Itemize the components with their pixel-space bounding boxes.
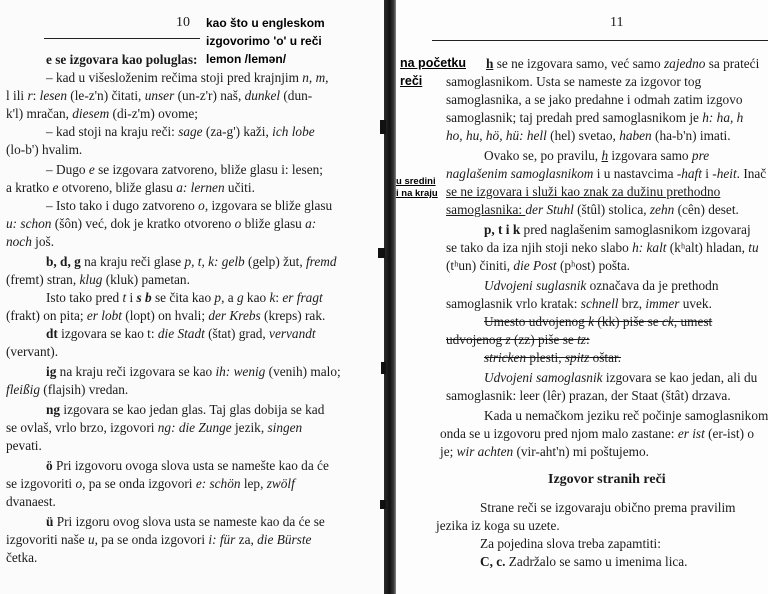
text-span: o — [75, 476, 83, 491]
text-line — [6, 180, 255, 196]
text-line — [6, 382, 128, 398]
text-span: (pʰost) pošta. — [556, 258, 630, 273]
text-span: p — [214, 290, 222, 305]
text-span: se ne izgovara samo, već samo — [493, 56, 664, 71]
text-line — [6, 344, 58, 360]
handwritten-annotation-line: u sredini — [396, 176, 436, 187]
text-span: (za-g') kaži, — [202, 124, 273, 139]
text-line — [46, 458, 329, 474]
text-span: l ili — [6, 88, 28, 103]
text-span: der Krebs — [208, 308, 261, 323]
text-line — [46, 254, 337, 270]
text-line — [446, 166, 766, 182]
text-span: (cên) deset. — [674, 202, 739, 217]
text-span: jezik, — [231, 420, 268, 435]
text-span: noch — [6, 234, 32, 249]
text-span: tz — [577, 332, 586, 347]
text-span: e — [52, 180, 59, 195]
text-span: samoglasnik: leer (lêr) prazan, der Staat (štât) drzava. — [446, 388, 731, 403]
text-line — [6, 272, 190, 288]
text-span: e se izgovara kao poluglas: — [46, 52, 198, 67]
text-span: ng: die Zunge — [157, 420, 232, 435]
section-heading — [548, 472, 666, 488]
text-span: (štûl) stolica, — [573, 202, 650, 217]
text-span: die Stadt — [157, 326, 205, 341]
text-span: naglašenim samoglasnikom — [446, 166, 594, 181]
text-span: vervandt — [269, 326, 316, 341]
text-span: u — [87, 532, 95, 547]
text-span: o — [198, 198, 205, 213]
text-span: der Stuhl — [525, 202, 574, 217]
text-line — [46, 364, 341, 380]
text-line — [486, 56, 759, 72]
text-span: haben — [619, 128, 652, 143]
text-span: t — [122, 290, 127, 305]
text-span: Udvojeni suglasnik — [484, 278, 587, 293]
text-line — [484, 278, 718, 294]
text-span: učiti. — [224, 180, 255, 195]
text-span: ng — [46, 402, 61, 417]
text-span: (zz) piše se — [510, 332, 578, 347]
text-span: die Bürste — [257, 532, 312, 547]
text-span: uvek. — [679, 296, 712, 311]
text-span: : — [32, 88, 40, 103]
text-line — [484, 222, 751, 238]
text-span: (ha-b'n) imati. — [651, 128, 731, 143]
text-span: dunkel — [244, 88, 281, 103]
text-line — [6, 88, 312, 104]
text-span: , a — [221, 290, 237, 305]
text-span: (un-z'r) naš, — [174, 88, 245, 103]
text-span: schnell — [580, 296, 619, 311]
text-span: samoglasnik vrlo kratak: — [446, 296, 581, 311]
text-span: er lobt — [86, 308, 122, 323]
text-line — [446, 258, 630, 274]
text-span: ö — [46, 458, 53, 473]
text-span: h: kalt — [632, 240, 667, 255]
handwritten-annotation-line: i na kraju — [396, 188, 438, 199]
text-span: još. — [31, 234, 55, 249]
text-span: ck — [662, 314, 674, 329]
text-span: (gelp) žut, — [244, 254, 306, 269]
text-line — [46, 326, 316, 342]
text-span: : — [585, 332, 590, 347]
text-span: k — [269, 290, 276, 305]
text-line — [6, 234, 54, 250]
text-span: izgovara se kao jedan, ali du — [602, 370, 758, 385]
text-span: (lo-b') hvalim. — [6, 142, 83, 157]
text-span: samoglasnika, a se jako predahne i odmah zatim izgovo — [446, 92, 743, 107]
text-span: sa prateći — [705, 56, 760, 71]
text-span: Umesto udvojenog — [484, 314, 589, 329]
text-line — [484, 148, 709, 164]
text-line — [6, 142, 82, 158]
text-span: singen — [267, 420, 303, 435]
text-line — [46, 124, 315, 140]
text-line — [6, 216, 316, 232]
text-span: samoglasnik; taj predah pred samoglasnikom je — [446, 110, 703, 125]
text-line — [6, 308, 325, 324]
text-span: (kʰalt) hladan, — [666, 240, 749, 255]
header-rule — [44, 38, 200, 39]
text-span: sage — [178, 124, 203, 139]
text-line — [484, 370, 757, 386]
text-span: se ne izgovara i služi kao znak za dužinu prethodno — [446, 184, 721, 199]
text-span: označava da je prethodn — [586, 278, 719, 293]
text-span: onda se u izgovoru pred njom malo zastane: — [440, 426, 678, 441]
text-span: se izgovara zatvoreno, bliže glasu i: lesen; — [94, 162, 323, 177]
text-span: Kada u nemačkom jeziku reč počinje samoglasnikom — [484, 408, 768, 423]
handwritten-annotation-line: na početku — [400, 56, 466, 70]
text-line — [446, 296, 712, 312]
text-span: a kratko — [6, 180, 53, 195]
text-span: za, — [235, 532, 258, 547]
text-span: Izgovor stranih reči — [548, 472, 666, 487]
text-line — [484, 408, 768, 424]
text-span: die Post — [513, 258, 557, 273]
text-line — [46, 290, 323, 306]
text-span: (tʰun) činiti, — [446, 258, 514, 273]
text-line — [480, 500, 736, 516]
text-line — [46, 70, 329, 86]
text-span: (kluk) pametan. — [102, 272, 190, 287]
handwritten-annotation-line: izgovorimo 'o' u reči — [206, 34, 322, 48]
text-line — [446, 202, 739, 218]
gutter-speck — [381, 362, 386, 374]
text-span: , umest — [673, 314, 713, 329]
page-number: 10 — [176, 15, 190, 30]
text-span: i: für — [208, 532, 236, 547]
text-span: samoglasnikom. Usta se nameste za izgovor tog — [446, 74, 702, 89]
text-span: spitz — [564, 350, 590, 365]
text-span: ich lobe — [272, 124, 315, 139]
text-span: -haft — [676, 166, 702, 181]
text-span: : — [275, 290, 283, 305]
text-span: ih: wenig — [215, 364, 266, 379]
text-span: se ovlaš, vrlo brzo, izgovori — [6, 420, 158, 435]
text-span: unser — [144, 88, 175, 103]
text-span: . Inač — [736, 166, 767, 181]
text-line — [480, 554, 688, 570]
text-span: , pa se onda izgovori — [94, 532, 209, 547]
text-span: Pri izgoru ovog slova usta se nameste kao da će se — [53, 514, 325, 529]
text-span: – kad stoji na kraju reči: — [46, 124, 179, 139]
text-span: lep, — [240, 476, 267, 491]
text-span: ig — [46, 364, 57, 379]
text-span: (vir-aht'n) mi poštujemo. — [513, 444, 649, 459]
text-span: fremd — [305, 254, 337, 269]
text-line — [46, 402, 324, 418]
text-span: je; — [440, 444, 457, 459]
text-line — [6, 106, 198, 122]
text-line — [6, 438, 42, 454]
text-span: (venih) malo; — [265, 364, 341, 379]
text-span: (štat) grad, — [204, 326, 270, 341]
text-span: (kk) piše se — [594, 314, 663, 329]
text-span: na kraju reči izgovara se kao — [56, 364, 216, 379]
text-line — [46, 514, 325, 530]
text-span: pevati. — [6, 438, 42, 453]
text-span: (dun- — [280, 88, 313, 103]
text-span: h — [486, 56, 494, 71]
text-span: (hel) svetao, — [546, 128, 620, 143]
text-line — [484, 314, 712, 330]
gutter-speck — [380, 120, 386, 134]
text-span: klug — [79, 272, 103, 287]
text-line — [446, 128, 731, 144]
text-span: izgovoriti naše — [6, 532, 88, 547]
text-span: izgovara samo — [608, 148, 692, 163]
text-span: na kraju reči glase — [80, 254, 185, 269]
text-span: (le-z'n) čitati, — [66, 88, 145, 103]
text-span: zwölf — [266, 476, 295, 491]
text-span: r — [27, 88, 33, 103]
text-span: Za pojedina slova treba zapamtiti: — [480, 536, 661, 551]
right-page — [396, 0, 768, 594]
text-span: u: schon — [6, 216, 52, 231]
text-line — [6, 420, 302, 436]
text-span: e — [88, 162, 95, 177]
text-span: g — [236, 290, 244, 305]
text-line — [6, 532, 311, 548]
text-span: ü — [46, 514, 54, 529]
text-span: kao — [243, 290, 270, 305]
text-span: pred naglašenim samoglasnikom izgovaraj — [520, 222, 751, 237]
text-span: dvanaest. — [6, 494, 56, 509]
text-span: o — [234, 216, 242, 231]
text-line — [6, 494, 56, 510]
gutter-speck — [378, 248, 385, 258]
text-line — [436, 518, 560, 534]
text-span: i — [126, 290, 137, 305]
text-line — [446, 92, 743, 108]
text-span: er fragt — [282, 290, 323, 305]
text-line — [446, 332, 590, 348]
text-span: oštar. — [589, 350, 622, 365]
text-span: Zadržalo se samo u imenima lica. — [505, 554, 688, 569]
text-span: (šôn) već, dok je kratko otvoreno — [51, 216, 235, 231]
text-span: diesem — [72, 106, 110, 121]
text-span: (fremt) stran, — [6, 272, 80, 287]
text-span: immer — [645, 296, 680, 311]
text-span: ho, hu, hö, hü: hell — [446, 128, 547, 143]
text-line — [46, 52, 197, 68]
text-line — [446, 184, 720, 200]
text-span: z — [505, 332, 511, 347]
text-span: h — [601, 148, 609, 163]
text-span: (di-z'm) ovome; — [109, 106, 199, 121]
header-rule — [432, 40, 768, 41]
text-span: C, c. — [480, 554, 506, 569]
text-line — [46, 198, 332, 214]
text-span: Strane reči se izgovaraju obično prema pravilim — [480, 500, 736, 515]
text-span: (kreps) rak. — [260, 308, 326, 323]
text-span: zajedno — [664, 56, 706, 71]
text-span: (lopt) on hvali; — [121, 308, 209, 323]
text-span: zehn — [649, 202, 675, 217]
text-span: brz, — [618, 296, 646, 311]
text-span: Udvojeni samoglasnik — [484, 370, 603, 385]
text-line — [6, 476, 295, 492]
text-span: fleißig — [6, 382, 40, 397]
handwritten-annotation-line: reči — [400, 74, 423, 88]
text-span: s b — [136, 290, 152, 305]
text-span: (frakt) on pita; — [6, 308, 87, 323]
text-span: pre — [691, 148, 710, 163]
text-span: (vervant). — [6, 344, 59, 359]
text-span: i u nastavcima — [593, 166, 677, 181]
text-line — [440, 426, 754, 442]
text-span: i — [701, 166, 713, 181]
text-span: a: lernen — [176, 180, 225, 195]
text-line — [446, 388, 731, 404]
text-span: , izgovara se bliže glasu — [204, 198, 333, 213]
text-span: četka. — [6, 550, 38, 565]
text-span: bliže glasu — [241, 216, 306, 231]
text-span: plesti, — [526, 350, 565, 365]
text-line — [446, 110, 743, 126]
text-span: se čita kao — [151, 290, 215, 305]
text-span: Pri izgovoru ovoga slova usta se namešte kao da će — [52, 458, 329, 473]
text-span: , pa se onda izgovori — [82, 476, 196, 491]
text-line — [440, 444, 649, 460]
text-span: otvoreno, bliže glasu — [58, 180, 177, 195]
text-span: a: — [305, 216, 317, 231]
text-line — [480, 536, 661, 552]
text-line — [446, 74, 701, 90]
text-line — [484, 350, 621, 366]
handwritten-annotation-line: kao što u engleskom — [206, 16, 325, 30]
text-span: jezika iz koga su uzete. — [436, 518, 560, 533]
text-span: Ovako se, po pravilu, — [484, 148, 602, 163]
text-span: dt — [46, 326, 58, 341]
text-span: b, d, g — [46, 254, 81, 269]
text-span: stricken — [484, 350, 527, 365]
text-span: er ist — [677, 426, 705, 441]
text-span: p, t i k — [484, 222, 521, 237]
text-span: k — [588, 314, 595, 329]
text-span: p, t, k: gelb — [184, 254, 245, 269]
text-span: udvojenog — [446, 332, 506, 347]
handwritten-annotation-line: lemon /lemən/ — [206, 52, 287, 66]
text-line — [446, 240, 759, 256]
text-span: h: ha, h — [702, 110, 744, 125]
gutter-speck — [380, 500, 386, 509]
text-span: – Dugo — [46, 162, 89, 177]
text-span: Isto tako pred — [46, 290, 123, 305]
text-span: k'l) mračan, — [6, 106, 73, 121]
text-span: – Isto tako i dugo zatvoreno — [46, 198, 199, 213]
text-span: se izgovoriti — [6, 476, 76, 491]
text-span: -heit — [712, 166, 737, 181]
text-span: se tako da iza njih stoji neko slabo — [446, 240, 633, 255]
text-line — [46, 162, 323, 178]
text-span: lesen — [39, 88, 67, 103]
text-span: izgovara se kao t: — [57, 326, 158, 341]
text-span: samoglasnika: — [446, 202, 526, 217]
text-span: n, m, — [302, 70, 329, 85]
text-span: tu — [748, 240, 759, 255]
text-span: e: schön — [195, 476, 241, 491]
page-number: 11 — [610, 15, 624, 30]
text-span: izgovara se kao jedan glas. Taj glas dobija se kad — [60, 402, 325, 417]
text-span: – kad u višesloženim rečima stoji pred krajnjim — [46, 70, 303, 85]
text-span: (er-ist) o — [704, 426, 754, 441]
text-line — [6, 550, 37, 566]
text-span: (flajsih) vredan. — [39, 382, 129, 397]
text-span: wir achten — [456, 444, 514, 459]
